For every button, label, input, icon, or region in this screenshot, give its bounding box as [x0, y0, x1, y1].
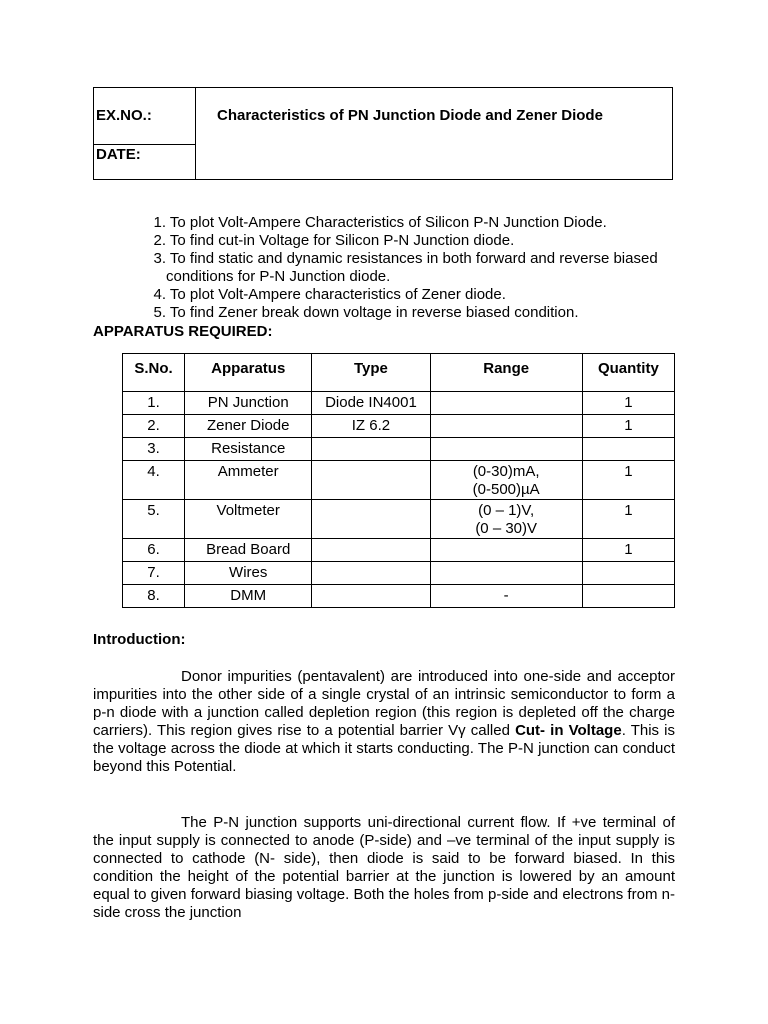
cell-quantity: [582, 438, 674, 461]
cell-sno: 1.: [123, 392, 185, 415]
cell-type: [312, 539, 430, 562]
experiment-title: Characteristics of PN Junction Diode and Zener Diode: [217, 107, 603, 124]
cell-sno: 5.: [123, 500, 185, 539]
table-header-row: [123, 354, 675, 392]
cut-in-voltage-term: Cut- in Voltage: [515, 722, 622, 739]
cell-sno: 8.: [123, 585, 185, 608]
cell-range: [430, 539, 582, 562]
range-line: (0 – 1)V,: [478, 502, 535, 519]
cell-range: [430, 562, 582, 585]
table-row: [123, 392, 675, 415]
cell-sno: 7.: [123, 562, 185, 585]
cell-quantity: 1: [582, 461, 674, 500]
experiment-header-box: [93, 87, 673, 180]
cell-sno: 2.: [123, 415, 185, 438]
exno-label: EX.NO.:: [96, 107, 152, 124]
table-row: [123, 438, 675, 461]
aim-number: 2.: [153, 232, 166, 249]
aim-text: To find static and dynamic resistances in both forward and reverse biased conditions for P-N Junction diode.: [166, 250, 658, 285]
range-line: (0-30)mA,: [472, 463, 540, 480]
table-row: [123, 415, 675, 438]
aim-number: 4.: [153, 286, 166, 303]
cell-quantity: [582, 562, 674, 585]
cell-quantity: 1: [582, 539, 674, 562]
aim-number: 3.: [153, 250, 166, 267]
cell-type: [312, 438, 430, 461]
aim-text: To find cut-in Voltage for Silicon P-N Junction diode.: [169, 232, 515, 249]
cell-quantity: 1: [582, 500, 674, 539]
aim-text: To find Zener break down voltage in reverse biased condition.: [169, 304, 579, 321]
cell-type: [312, 585, 430, 608]
cell-type: [312, 461, 430, 500]
cell-type: [312, 562, 430, 585]
intro-paragraph-2: [93, 814, 675, 922]
column-header-quantity: Quantity: [582, 354, 674, 392]
intro-paragraph-1-text-a: Donor impurities (pentavalent) are introduced into one-side and acceptor impurities into the other side of a single crystal of an intrinsic semiconductor to form a p-n diode with a junction called depletion region (this region is depleted off the charge carriers). This region gives rise to a potential barrier Vγ called: [93, 668, 675, 739]
cell-range: [430, 500, 582, 539]
column-header-apparatus: Apparatus: [185, 354, 312, 392]
aim-text: To plot Volt-Ampere characteristics of Zener diode.: [169, 286, 506, 303]
intro-paragraph-1-text-b: . This is the voltage across the diode at which it starts conducting. The P-N junction can conduct beyond this Potential.: [93, 722, 675, 775]
cell-range: [430, 461, 582, 500]
header-vertical-divider: [195, 88, 196, 179]
cell-type: Diode IN4001: [312, 392, 430, 415]
aim-item: [140, 304, 680, 322]
cell-quantity: 1: [582, 415, 674, 438]
intro-paragraph-2-text: The P-N junction supports uni-directional current flow. If +ve terminal of the input supply is connected to anode (P-side) and –ve terminal of the input supply is connected to cathode (N- side), then diode is said to be forward biased. In this condition the height of the potential barrier at the junction is lowered by an amount equal to given forward biasing voltage. Both the holes from p-side and electrons from n-side cross the junction: [93, 814, 675, 921]
cell-apparatus: Wires: [185, 562, 312, 585]
range-line: (0-500)µA: [472, 481, 540, 498]
table-row: [123, 461, 675, 500]
table-row: [123, 562, 675, 585]
cell-quantity: 1: [582, 392, 674, 415]
column-header-type: Type: [312, 354, 430, 392]
cell-range: [430, 438, 582, 461]
introduction-heading: Introduction:: [93, 631, 186, 648]
cell-sno: 6.: [123, 539, 185, 562]
aim-item: [140, 232, 680, 250]
header-horizontal-divider: [94, 144, 196, 145]
aim-list: [140, 214, 680, 322]
cell-range: [430, 415, 582, 438]
aim-number: 1.: [153, 214, 166, 231]
range-line: (0 – 30)V: [475, 520, 538, 537]
cell-apparatus: Zener Diode: [185, 415, 312, 438]
intro-paragraph-1: [93, 668, 675, 776]
cell-range: -: [430, 585, 582, 608]
aim-item: [140, 214, 680, 232]
cell-apparatus: Voltmeter: [185, 500, 312, 539]
column-header-sno: S.No.: [123, 354, 185, 392]
cell-sno: 4.: [123, 461, 185, 500]
cell-quantity: [582, 585, 674, 608]
aim-text: To plot Volt-Ampere Characteristics of Silicon P-N Junction Diode.: [169, 214, 607, 231]
aim-item: [140, 250, 680, 286]
cell-apparatus: DMM: [185, 585, 312, 608]
apparatus-table: [122, 353, 675, 608]
cell-sno: 3.: [123, 438, 185, 461]
table-row: [123, 500, 675, 539]
column-header-range: Range: [430, 354, 582, 392]
cell-apparatus: Bread Board: [185, 539, 312, 562]
cell-range: [430, 392, 582, 415]
cell-apparatus: PN Junction: [185, 392, 312, 415]
cell-apparatus: Ammeter: [185, 461, 312, 500]
aim-number: 5.: [153, 304, 166, 321]
date-label: DATE:: [96, 146, 141, 163]
table-row: [123, 585, 675, 608]
apparatus-heading: APPARATUS REQUIRED:: [93, 323, 273, 340]
cell-apparatus: Resistance: [185, 438, 312, 461]
cell-type: [312, 500, 430, 539]
cell-type: IZ 6.2: [312, 415, 430, 438]
aim-item: [140, 286, 680, 304]
table-row: [123, 539, 675, 562]
